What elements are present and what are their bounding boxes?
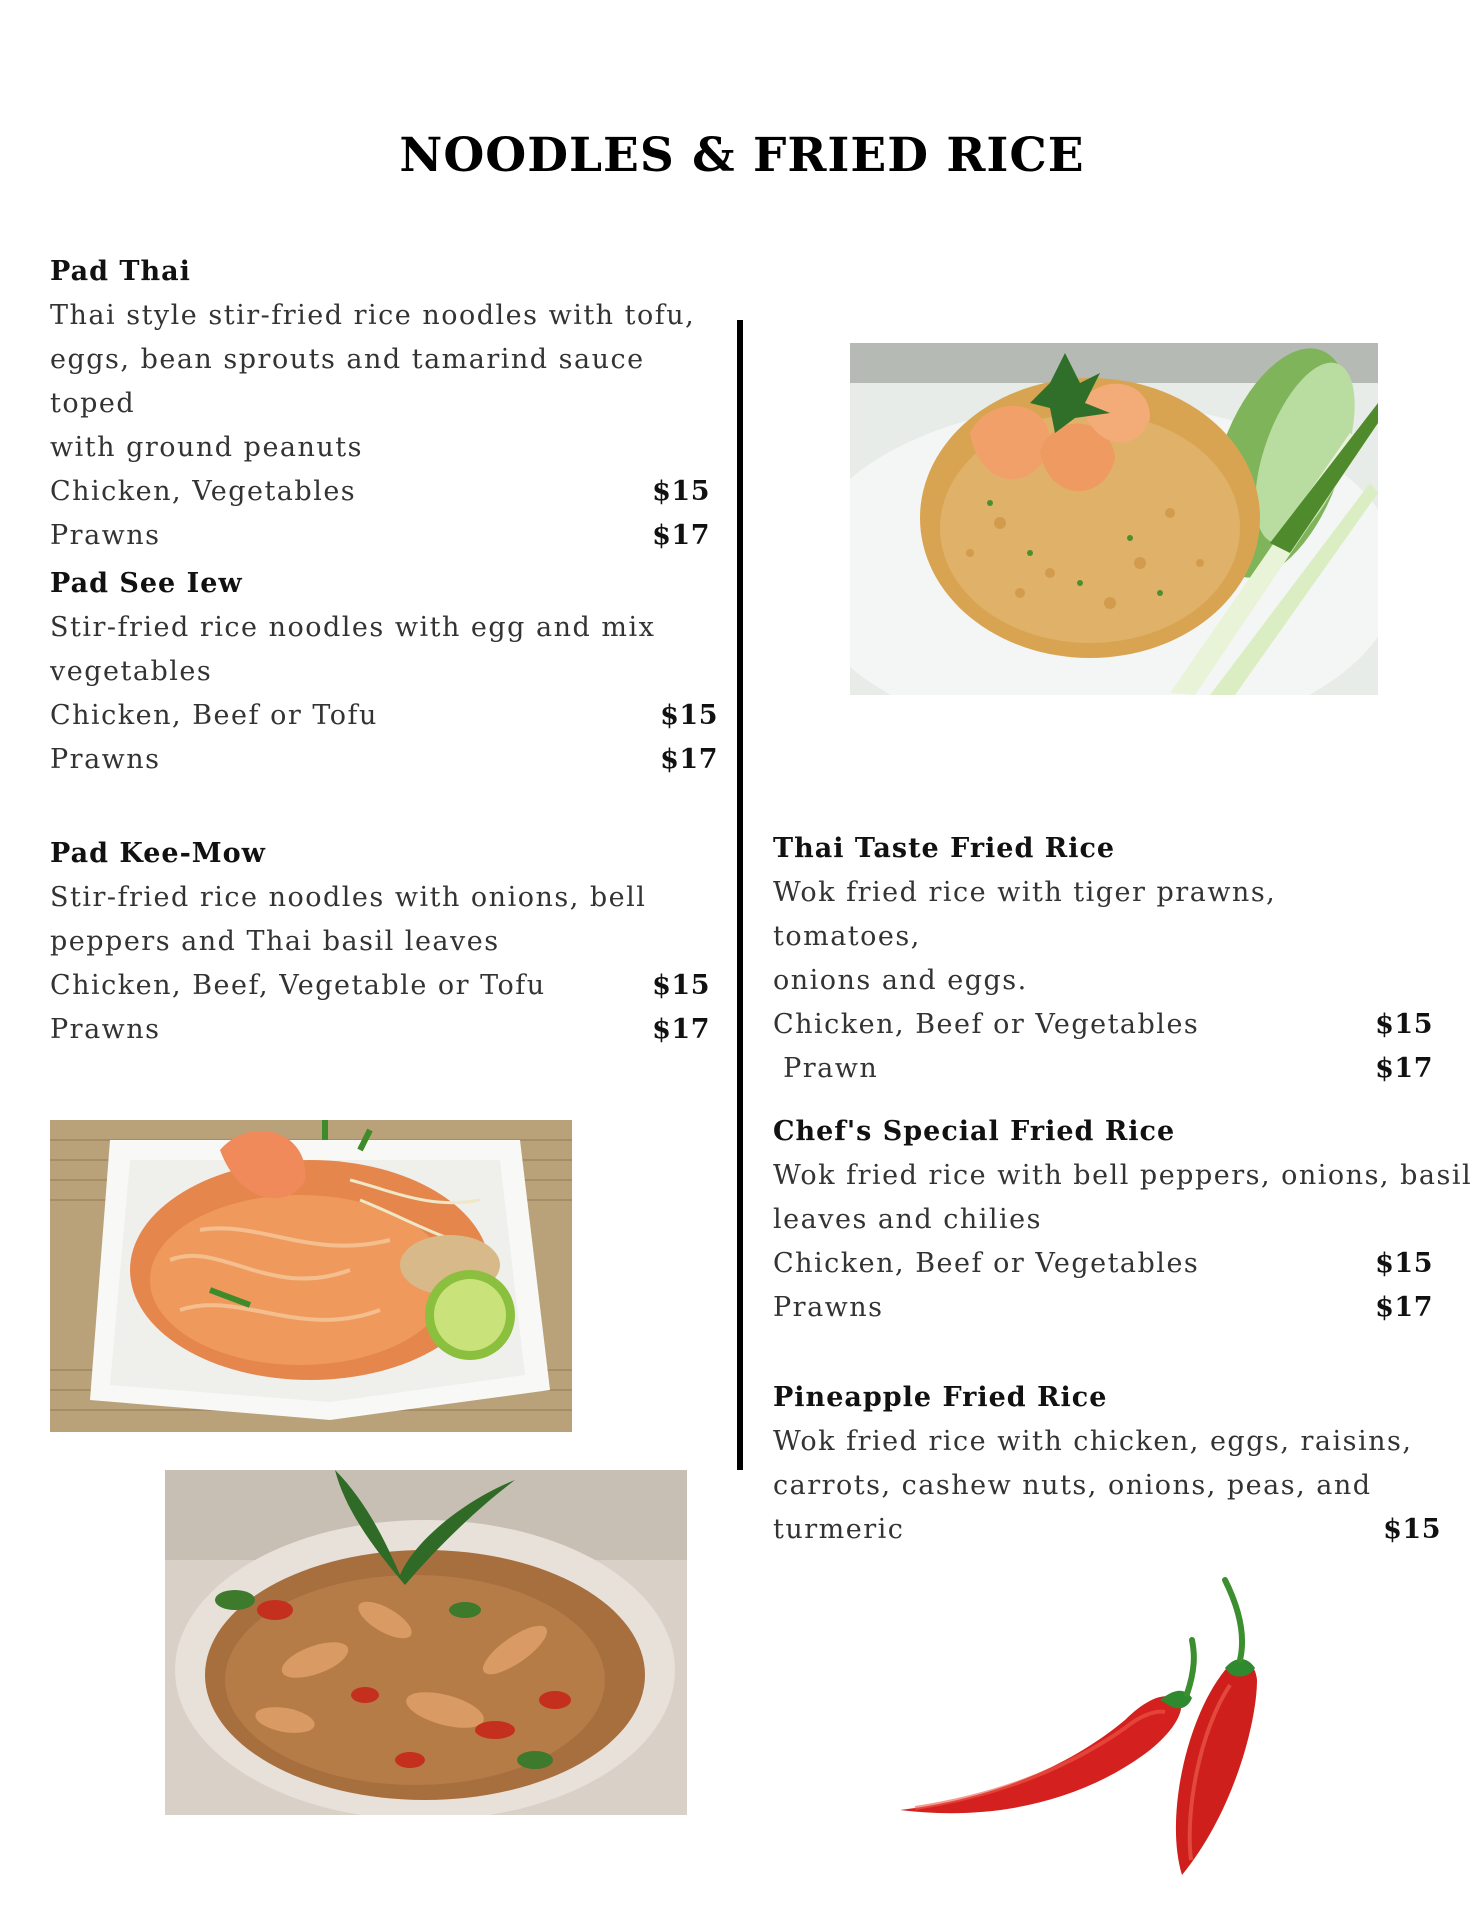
item-description-line: vegetables <box>50 656 213 687</box>
price-row <box>50 694 718 738</box>
option-price: $17 <box>652 520 710 551</box>
chili-pepper-icon <box>895 1560 1315 1880</box>
option-price: $15 <box>660 700 718 731</box>
price-row <box>50 1008 710 1052</box>
page-title: NOODLES & FRIED RICE <box>399 128 1085 183</box>
kee-mow-photo <box>165 1470 687 1815</box>
menu-item-pad-see-iew <box>50 562 718 782</box>
option-price: $15 <box>1375 1248 1433 1279</box>
item-description-line: Stir-fried rice noodles with onions, bell <box>50 882 647 913</box>
price-row <box>50 738 718 782</box>
item-description-line: peppers and Thai basil leaves <box>50 926 500 957</box>
option-label: Prawn <box>773 1053 879 1084</box>
menu-item-pad-kee-mow <box>50 832 710 1052</box>
item-description-line: Stir-fried rice noodles with egg and mix <box>50 612 656 643</box>
price-row <box>773 1508 1441 1552</box>
item-name: Pad See Iew <box>50 568 243 599</box>
chilies-illustration <box>895 1560 1315 1880</box>
option-label: Chicken, Vegetables <box>50 476 357 507</box>
option-label: Prawns <box>50 1014 161 1045</box>
option-price: $17 <box>1375 1053 1433 1084</box>
item-name: Thai Taste Fried Rice <box>773 833 1116 864</box>
item-description-line: Wok fried rice with bell peppers, onions, basil <box>773 1160 1473 1191</box>
fried-rice-image <box>850 343 1378 695</box>
option-price: $15 <box>1375 1009 1433 1040</box>
pad-thai-photo <box>50 1120 572 1432</box>
item-description-line: Thai style stir-fried rice noodles with tofu, <box>50 300 696 331</box>
fried-rice-photo <box>850 343 1378 695</box>
item-description-line: onions and eggs. <box>773 965 1028 996</box>
price-row <box>773 1242 1433 1286</box>
option-price: $17 <box>1375 1292 1433 1323</box>
price-row <box>773 1286 1433 1330</box>
option-label: Prawns <box>50 744 161 775</box>
pad-thai-image <box>50 1120 572 1432</box>
price-row <box>50 964 710 1008</box>
column-divider <box>737 320 743 1470</box>
item-description-line: leaves and chilies <box>773 1204 1042 1235</box>
option-label: turmeric <box>773 1514 905 1545</box>
item-name: Chef's Special Fried Rice <box>773 1116 1176 1147</box>
option-label: Prawns <box>773 1292 884 1323</box>
option-price: $15 <box>1383 1514 1441 1545</box>
option-label: Chicken, Beef or Vegetables <box>773 1009 1200 1040</box>
price-row <box>50 470 710 514</box>
option-price: $17 <box>660 744 718 775</box>
menu-item-pad-thai <box>50 250 710 558</box>
option-price: $15 <box>652 476 710 507</box>
item-description-line: with ground peanuts <box>50 432 364 463</box>
kee-mow-image <box>165 1470 687 1815</box>
price-row <box>773 1003 1433 1047</box>
menu-item-pineapple-fried-rice <box>773 1376 1441 1552</box>
item-description-line: carrots, cashew nuts, onions, peas, and <box>773 1470 1372 1501</box>
option-label: Chicken, Beef or Tofu <box>50 700 378 731</box>
item-description-line: Wok fried rice with chicken, eggs, raisins, <box>773 1426 1413 1457</box>
price-row <box>50 514 710 558</box>
option-price: $17 <box>652 1014 710 1045</box>
item-name: Pad Kee-Mow <box>50 838 266 869</box>
option-label: Chicken, Beef or Vegetables <box>773 1248 1200 1279</box>
option-label: Chicken, Beef, Vegetable or Tofu <box>50 970 546 1001</box>
item-description-line: Wok fried rice with tiger prawns, tomatoes, <box>773 877 1277 952</box>
price-row <box>773 1047 1433 1091</box>
item-name: Pineapple Fried Rice <box>773 1382 1108 1413</box>
option-label: Prawns <box>50 520 161 551</box>
option-price: $15 <box>652 970 710 1001</box>
menu-item-thai-taste-fried-rice <box>773 827 1433 1091</box>
item-name: Pad Thai <box>50 256 191 287</box>
menu-item-chefs-special-fried-rice <box>773 1110 1473 1330</box>
item-description-line: eggs, bean sprouts and tamarind sauce toped <box>50 344 645 419</box>
